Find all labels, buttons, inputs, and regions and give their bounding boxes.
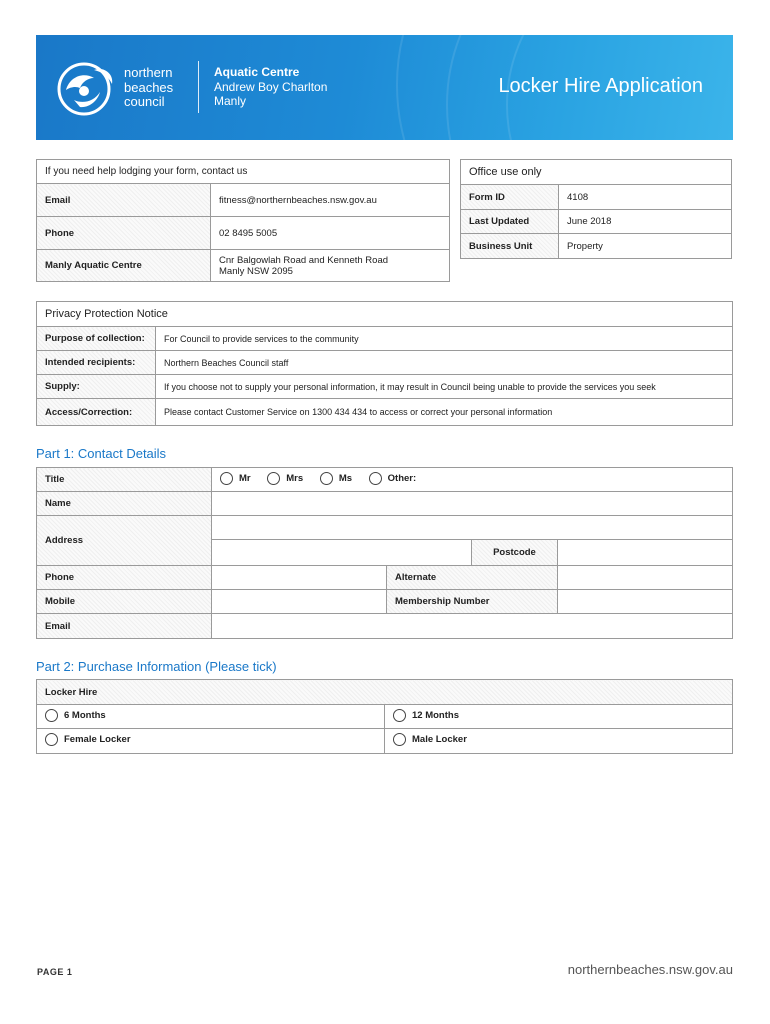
option-label: Female Locker [64, 734, 131, 745]
centre-name [214, 65, 327, 109]
title-option-mrs[interactable] [267, 472, 303, 485]
last-updated-value: June 2018 [559, 210, 732, 234]
title-options [212, 468, 733, 492]
radio-icon[interactable] [267, 472, 280, 485]
contact-address-line1: Cnr Balgowlah Road and Kenneth Road [219, 254, 389, 266]
contact-email-label: Email [37, 184, 211, 217]
privacy-recipients-label: Intended recipients: [37, 351, 156, 375]
radio-icon[interactable] [393, 733, 406, 746]
radio-icon[interactable] [393, 709, 406, 722]
contact-location-value [211, 250, 450, 282]
title-option-label: Ms [338, 472, 353, 484]
privacy-access-label: Access/Correction: [37, 399, 156, 426]
option-label: 12 Months [412, 709, 459, 721]
radio-icon[interactable] [369, 472, 382, 485]
contact-location-label: Manly Aquatic Centre [37, 250, 211, 282]
office-use-table [460, 159, 732, 259]
option-6-months[interactable] [37, 705, 385, 729]
mobile-field[interactable] [212, 590, 387, 614]
option-male-locker[interactable] [385, 729, 733, 754]
privacy-purpose-value: For Council to provide services to the community [156, 327, 733, 351]
name-label: Name [37, 492, 212, 516]
locker-hire-heading: Locker Hire [37, 680, 733, 705]
title-label: Title [37, 468, 212, 492]
membership-field[interactable] [557, 590, 732, 614]
privacy-supply-value: If you choose not to supply your personal information, it may result in Council being unable to provide the services you seek [156, 375, 733, 399]
page-number: PAGE 1 [37, 967, 73, 977]
alternate-label: Alternate [387, 566, 558, 590]
org-name-line2: beaches [124, 79, 174, 95]
radio-icon[interactable] [45, 709, 58, 722]
privacy-purpose-label: Purpose of collection: [37, 327, 156, 351]
org-name-line1: northern [124, 65, 173, 80]
membership-label: Membership Number [387, 590, 558, 614]
contact-table [36, 159, 450, 282]
last-updated-label: Last Updated [461, 210, 559, 234]
form-id-label: Form ID [461, 185, 559, 210]
business-unit-label: Business Unit [461, 234, 559, 259]
postcode-field[interactable] [557, 540, 732, 566]
option-label: 6 Months [64, 709, 106, 721]
purchase-table [36, 679, 733, 754]
radio-icon[interactable] [45, 733, 58, 746]
address-field-line1[interactable] [212, 516, 733, 540]
contact-email-value[interactable]: fitness@northernbeaches.nsw.gov.au [211, 184, 450, 217]
business-unit-value: Property [559, 234, 732, 259]
phone-label: Phone [37, 566, 212, 590]
header-divider [198, 61, 199, 113]
form-id-value: 4108 [559, 185, 732, 210]
org-name-line3: council [124, 94, 165, 109]
contact-details-table [36, 467, 733, 639]
email-field[interactable] [212, 614, 733, 639]
name-field[interactable] [212, 492, 733, 516]
privacy-supply-label: Supply: [37, 375, 156, 399]
contact-heading: If you need help lodging your form, contact us [37, 160, 450, 184]
centre-line2: Andrew Boy Charlton [214, 79, 328, 94]
part2-title: Part 2: Purchase Information (Please tick) [36, 659, 277, 674]
option-female-locker[interactable] [37, 729, 385, 754]
radio-icon[interactable] [220, 472, 233, 485]
title-option-label: Mr [239, 472, 251, 484]
centre-line3: Manly [214, 94, 247, 108]
title-option-other[interactable] [369, 472, 417, 485]
contact-phone-value: 02 8495 5005 [211, 217, 450, 250]
privacy-heading: Privacy Protection Notice [37, 302, 733, 327]
option-12-months[interactable] [385, 705, 733, 729]
part1-title: Part 1: Contact Details [36, 446, 167, 461]
postcode-label: Postcode [471, 540, 557, 565]
office-heading: Office use only [461, 160, 732, 185]
page-title: Locker Hire Application [498, 75, 703, 97]
radio-icon[interactable] [320, 472, 333, 485]
privacy-recipients-value: Northern Beaches Council staff [156, 351, 733, 375]
centre-line1: Aquatic Centre [214, 65, 300, 79]
title-option-label: Mrs [286, 472, 304, 484]
option-label: Male Locker [412, 734, 467, 745]
title-option-mr[interactable] [220, 472, 251, 485]
contact-phone-label: Phone [37, 217, 211, 250]
footer-url[interactable]: northernbeaches.nsw.gov.au [567, 962, 733, 977]
title-option-ms[interactable] [320, 472, 352, 485]
org-name [124, 66, 173, 110]
mobile-label: Mobile [37, 590, 212, 614]
privacy-access-value: Please contact Customer Service on 1300 434 434 to access or correct your personal information [156, 399, 733, 426]
header-banner [36, 35, 733, 140]
privacy-table [36, 301, 733, 426]
address-field-line2[interactable] [212, 540, 558, 566]
address-label: Address [37, 516, 212, 566]
phone-field[interactable] [212, 566, 387, 590]
title-option-label: Other: [387, 472, 417, 484]
council-logo-icon [54, 60, 120, 116]
alternate-field[interactable] [557, 566, 732, 590]
contact-address-line2: Manly NSW 2095 [219, 265, 293, 277]
email-label: Email [37, 614, 212, 639]
